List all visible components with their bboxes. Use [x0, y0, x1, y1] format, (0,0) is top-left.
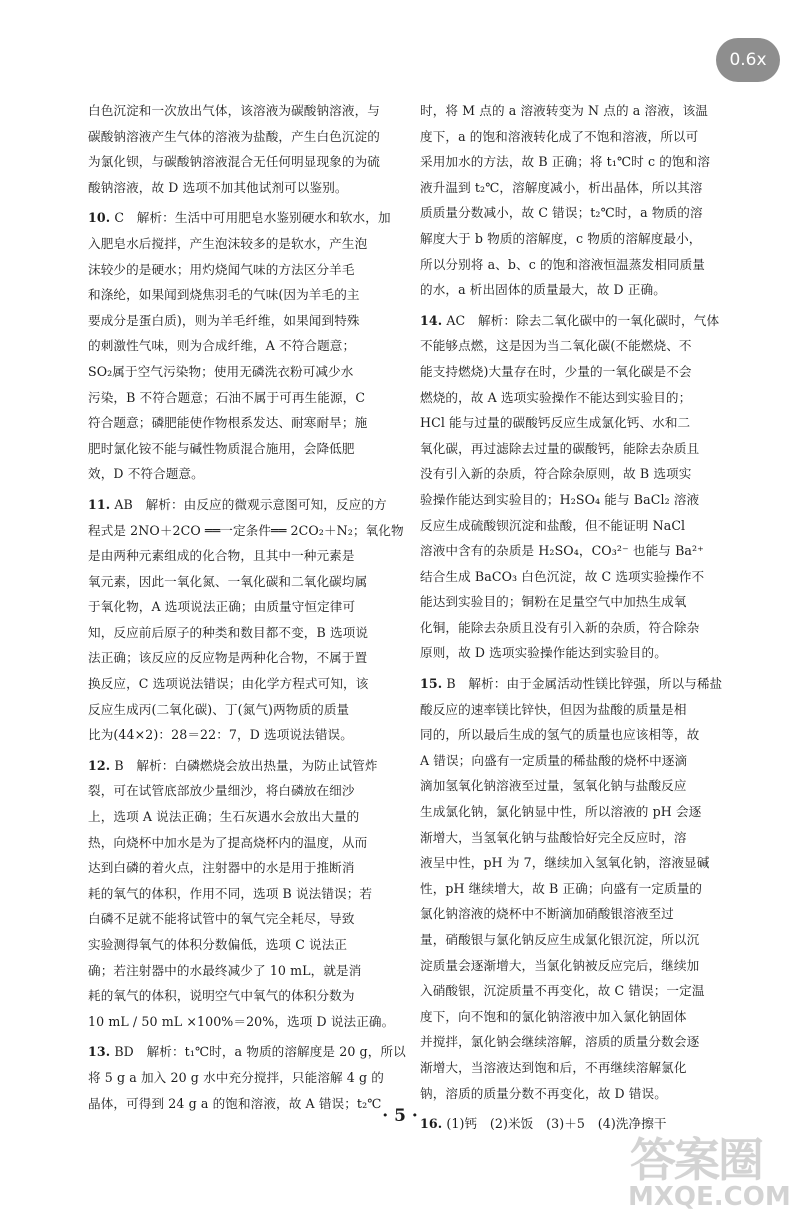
text-line — [420, 876, 738, 902]
answer-text: 滴加氢氧化钠溶液至过量，氢氧化钠与盐酸反应 — [420, 778, 687, 794]
text-line — [420, 799, 738, 825]
text-line — [88, 359, 406, 385]
answer-text: 液呈中性，pH 为 7，继续加入氢氧化钠，溶液显碱 — [420, 855, 710, 871]
text-line — [88, 983, 406, 1009]
text-line — [420, 149, 738, 175]
question-number: 14. — [420, 312, 443, 328]
text-line — [420, 901, 738, 927]
answer-text: 验操作能达到实验目的；H₂SO₄ 能与 BaCl₂ 溶液 — [420, 491, 700, 507]
text-line — [420, 277, 738, 303]
answer-text: 比为(44×2)：28＝22：7，D 选项说法错误。 — [88, 727, 353, 743]
text-line — [88, 436, 406, 462]
text-line — [88, 1009, 406, 1035]
text-line — [420, 487, 738, 513]
answer-text: 耗的氧气的体积，说明空气中氧气的体积分数为 — [88, 988, 355, 1004]
answer-text: 污染，B 不符合题意；石油不属于可再生能源，C — [88, 389, 366, 405]
text-line — [88, 804, 406, 830]
answer-text: 酸反应的速率镁比锌快，但因为盐酸的质量是相 — [420, 701, 687, 717]
answer-text: 程式是 2NO＋2CO ══一定条件══ 2CO₂＋N₂；氧化物 — [88, 522, 404, 538]
answer-text: 所以分别将 a、b、c 的饱和溶液恒温蒸发相同质量 — [420, 256, 706, 272]
answer-text: 达到白磷的着火点，注射器中的水是用于推断消 — [88, 860, 355, 876]
text-line — [420, 850, 738, 876]
answer-text: 渐增大，当氢氧化钠与盐酸恰好完全反应时，溶 — [420, 829, 687, 845]
text-line — [88, 1065, 406, 1091]
answer-text: 并搅拌，氯化钠会继续溶解，溶质的质量分数会逐 — [420, 1034, 700, 1050]
question-number: 15. — [420, 676, 443, 692]
text-line — [420, 175, 738, 201]
text-line — [88, 282, 406, 308]
answer-text: 白磷不足就不能将试管中的氧气完全耗尽，导致 — [88, 911, 355, 927]
text-line — [88, 569, 406, 595]
text-line — [88, 385, 406, 411]
answer-text: 入硝酸银，沉淀质量不再变化，故 C 错误；一定温 — [420, 983, 705, 999]
text-line — [88, 594, 406, 620]
answer-text: 晶体，可得到 24 g a 的饱和溶液，故 A 错误；t₂℃ — [88, 1095, 382, 1111]
answer-text: (1)钙 (2)米饭 (3)＋5 (4)洗净擦干 — [446, 1116, 667, 1132]
answer-text: 是由两种元素组成的化合物，且其中一种元素是 — [88, 548, 355, 564]
watermark-logo — [600, 1118, 800, 1217]
answer-text: 采用加水的方法，故 B 正确；将 t₁℃时 c 的饱和溶 — [420, 154, 711, 170]
zoom-level-badge[interactable]: 0.6x — [716, 38, 780, 82]
text-line — [420, 1081, 738, 1107]
text-line — [420, 773, 738, 799]
text-line — [88, 98, 406, 124]
text-line — [88, 518, 406, 544]
text-line — [420, 722, 738, 748]
text-line — [420, 436, 738, 462]
answer-text: 法正确；该反应的反应物是两种化合物，不属于置 — [88, 650, 368, 666]
answer-text: 氧元素，因此一氧化氮、一氧化碳和二氧化碳均属 — [88, 573, 368, 589]
answer-text: 于氧化物，A 选项说法正确；由质量守恒定律可 — [88, 599, 356, 615]
text-line — [88, 620, 406, 646]
answer-text: 的刺激性气味，则为合成纤维，A 不符合题意； — [88, 338, 356, 354]
text-line — [88, 461, 406, 487]
text-line — [88, 722, 406, 748]
answer-text: AC 解析：除去二氧化碳中的一氧化碳时，气体 — [446, 312, 720, 328]
text-line — [88, 855, 406, 881]
text-line — [420, 640, 738, 666]
answer-text: 能支持燃烧)大量存在时，少量的一氧化碳是不会 — [420, 363, 692, 379]
answer-text: 同的，所以最后生成的氢气的质量也应该相等，故 — [420, 727, 700, 743]
text-line — [88, 333, 406, 359]
answer-text: 热，向烧杯中加水是为了提高烧杯内的温度，从而 — [88, 834, 368, 850]
answer-text: 上，选项 A 说法正确；生石灰遇水会放出大量的 — [88, 809, 360, 825]
answer-text: 原则，故 D 选项实验操作能达到实验目的。 — [420, 645, 667, 661]
watermark-url: MXQE.COM — [628, 1182, 791, 1212]
answer-text: 效，D 不符合题意。 — [88, 466, 204, 482]
answer-text: 结合生成 BaCO₃ 白色沉淀，故 C 选项实验操作不 — [420, 568, 705, 584]
text-line — [420, 978, 738, 1004]
answer-text: 反应生成丙(二氧化碳)、丁(氮气)两物质的质量 — [88, 701, 350, 717]
text-line — [88, 149, 406, 175]
answer-text: 反应生成硫酸钡沉淀和盐酸，但不能证明 NaCl — [420, 517, 686, 533]
answer-text: 燃烧的，故 A 选项实验操作不能达到实验目的； — [420, 389, 692, 405]
text-line — [420, 359, 738, 385]
right-column — [420, 98, 738, 1137]
text-line — [420, 697, 738, 723]
answer-text: 度下，向不饱和的氯化钠溶液中加入氯化钠固体 — [420, 1008, 687, 1024]
question-number: 16. — [420, 1116, 443, 1132]
text-line — [88, 697, 406, 723]
answer-text: 酸钠溶液，故 D 选项不加其他试剂可以鉴别。 — [88, 179, 348, 195]
answer-text: 解度大于 b 物质的溶解度，c 物质的溶解度最小， — [420, 230, 702, 246]
answer-text: 氧化碳，再过滤除去过量的碳酸钙，能除去杂质且 — [420, 440, 700, 456]
answer-text: SO₂属于空气污染物；使用无磷洗衣粉可减少水 — [88, 363, 354, 379]
answer-text: 量，硝酸银与氯化钠反应生成氯化银沉淀，所以沉 — [420, 932, 700, 947]
text-line — [88, 645, 406, 671]
text-line — [420, 308, 738, 334]
text-line — [420, 252, 738, 278]
question-number: 11. — [88, 496, 111, 512]
answer-text: 化铜，能除去杂质且没有引入新的杂质，符合除杂 — [420, 619, 700, 635]
answer-text: 确；若注射器中的水最终减少了 10 mL，就是消 — [88, 962, 362, 978]
answer-text: 沫较少的是硬水；用灼烧闻气味的方法区分羊毛 — [88, 261, 355, 277]
answer-text: 性，pH 继续增大，故 B 正确；向盛有一定质量的 — [420, 880, 703, 896]
text-line — [420, 226, 738, 252]
answer-text: 能达到实验目的；铜粉在足量空气中加热生成氧 — [420, 594, 687, 610]
answer-text: 溶液中含有的杂质是 H₂SO₄，CO₃²⁻ 也能与 Ba²⁺ — [420, 543, 704, 559]
answer-text: 淀质量会逐渐增大，当氯化钠被反应完后，继续加 — [420, 957, 700, 973]
question-number: 12. — [88, 757, 111, 773]
text-line — [88, 308, 406, 334]
text-line — [88, 906, 406, 932]
answer-text: 将 5 g a 加入 20 g 水中充分搅拌，只能溶解 4 g 的 — [88, 1069, 384, 1085]
answer-text: 渐增大，当溶液达到饱和后，不再继续溶解氯化 — [420, 1059, 687, 1075]
page-number: · 5 · — [382, 1106, 418, 1126]
answer-text: BD 解析：t₁℃时，a 物质的溶解度是 20 g，所以 — [114, 1044, 406, 1060]
answer-text: 和涤纶，如果闻到烧焦羽毛的气味(因为羊毛的主 — [88, 287, 360, 303]
text-line — [88, 958, 406, 984]
text-line — [88, 830, 406, 856]
answer-text: 不能够点燃，这是因为当二氧化碳(不能燃烧、不 — [420, 338, 692, 354]
answer-text: 10 mL / 50 mL ×100%＝20%，选项 D 说法正确。 — [88, 1013, 395, 1029]
text-line — [420, 564, 738, 590]
text-line — [88, 175, 406, 201]
answer-text: 白色沉淀和一次放出气体，该溶液为碳酸钠溶液，与 — [88, 103, 380, 118]
text-line — [420, 927, 738, 953]
answer-text: 知，反应前后原子的种类和数目都不变，B 选项说 — [88, 624, 369, 640]
answer-text: 碳酸钠溶液产生气体的溶液为盐酸，产生白色沉淀的 — [88, 128, 380, 144]
text-line — [420, 124, 738, 150]
text-line — [88, 205, 406, 231]
text-line — [420, 671, 738, 697]
text-line — [420, 589, 738, 615]
text-line — [88, 671, 406, 697]
text-line — [88, 881, 406, 907]
text-line — [420, 825, 738, 851]
answer-text: 入肥皂水后搅拌，产生泡沫较多的是软水，产生泡 — [88, 235, 368, 251]
text-line — [88, 1039, 406, 1065]
text-line — [88, 257, 406, 283]
answer-text: 要成分是蛋白质)，则为羊毛纤维，如果闻到特殊 — [88, 312, 360, 328]
answer-text: 生成氯化钠，氯化钠显中性，所以溶液的 pH 会逐 — [420, 804, 702, 820]
answer-text: 肥时氯化铵不能与碱性物质混合施用，会降低肥 — [88, 440, 355, 456]
text-line — [420, 513, 738, 539]
answer-text: B 解析：由于金属活动性镁比锌强，所以与稀盐 — [446, 676, 723, 692]
answer-text: 度下，a 的饱和溶液转化成了不饱和溶液，所以可 — [420, 128, 699, 144]
answer-text: 质质量分数减小，故 C 错误；t₂℃时，a 物质的溶 — [420, 205, 703, 221]
answer-text: 为氯化钡，与碳酸钠溶液混合无任何明显现象的为硫 — [88, 154, 380, 170]
text-line — [420, 615, 738, 641]
answer-text: 时，将 M 点的 a 溶液转变为 N 点的 a 溶液，该温 — [420, 103, 708, 118]
answer-text: 符合题意；磷肥能使作物根系发达、耐寒耐旱；施 — [88, 415, 368, 431]
text-line — [88, 231, 406, 257]
text-line — [420, 1029, 738, 1055]
text-line — [88, 778, 406, 804]
answer-text: 实验测得氧气的体积分数偏低，选项 C 说法正 — [88, 937, 348, 952]
answer-text: 的水，a 析出固体的质量最大，故 D 正确。 — [420, 282, 666, 298]
text-line — [420, 333, 738, 359]
text-line — [420, 410, 738, 436]
answer-text: 没有引入新的杂质，符合除杂原则，故 B 选项实 — [420, 466, 692, 482]
answer-text: AB 解析：由反应的微观示意图可知，反应的方 — [114, 496, 387, 512]
question-number: 10. — [88, 210, 111, 226]
answer-text: 裂，可在试管底部放少量细沙，将白磷放在细沙 — [88, 783, 355, 799]
text-line — [88, 753, 406, 779]
answer-text: 换反应，C 选项说法错误；由化学方程式可知，该 — [88, 676, 369, 692]
text-line — [420, 461, 738, 487]
answer-text: C 解析：生活中可用肥皂水鉴别硬水和软水，加 — [114, 210, 391, 226]
left-column — [88, 98, 406, 1116]
text-line — [420, 538, 738, 564]
text-line — [420, 98, 738, 124]
watermark-text: 答案圈 — [630, 1133, 762, 1187]
answer-text: 耗的氧气的体积，作用不同，选项 B 说法错误；若 — [88, 885, 373, 901]
answer-text: B 解析：白磷燃烧会放出热量，为防止试管炸 — [114, 757, 378, 773]
answer-text: 钠，溶质的质量分数不再变化，故 D 错误。 — [420, 1085, 667, 1101]
text-line — [88, 932, 406, 958]
text-line — [420, 1055, 738, 1081]
text-line — [88, 410, 406, 436]
text-line — [420, 953, 738, 979]
text-line — [420, 200, 738, 226]
text-line — [420, 1004, 738, 1030]
text-line — [420, 748, 738, 774]
text-line — [88, 124, 406, 150]
answer-text: A 错误；向盛有一定质量的稀盐酸的烧杯中逐滴 — [420, 752, 688, 768]
answer-text: 氯化钠溶液的烧杯中不断滴加硝酸银溶液至过 — [420, 906, 674, 922]
answer-text: HCl 能与过量的碳酸钙反应生成氯化钙、水和二 — [420, 415, 691, 431]
text-line — [420, 385, 738, 411]
question-number: 13. — [88, 1044, 111, 1060]
text-line — [88, 543, 406, 569]
text-line — [88, 492, 406, 518]
answer-text: 液升温到 t₂℃，溶解度减小，析出晶体，所以其溶 — [420, 179, 703, 195]
